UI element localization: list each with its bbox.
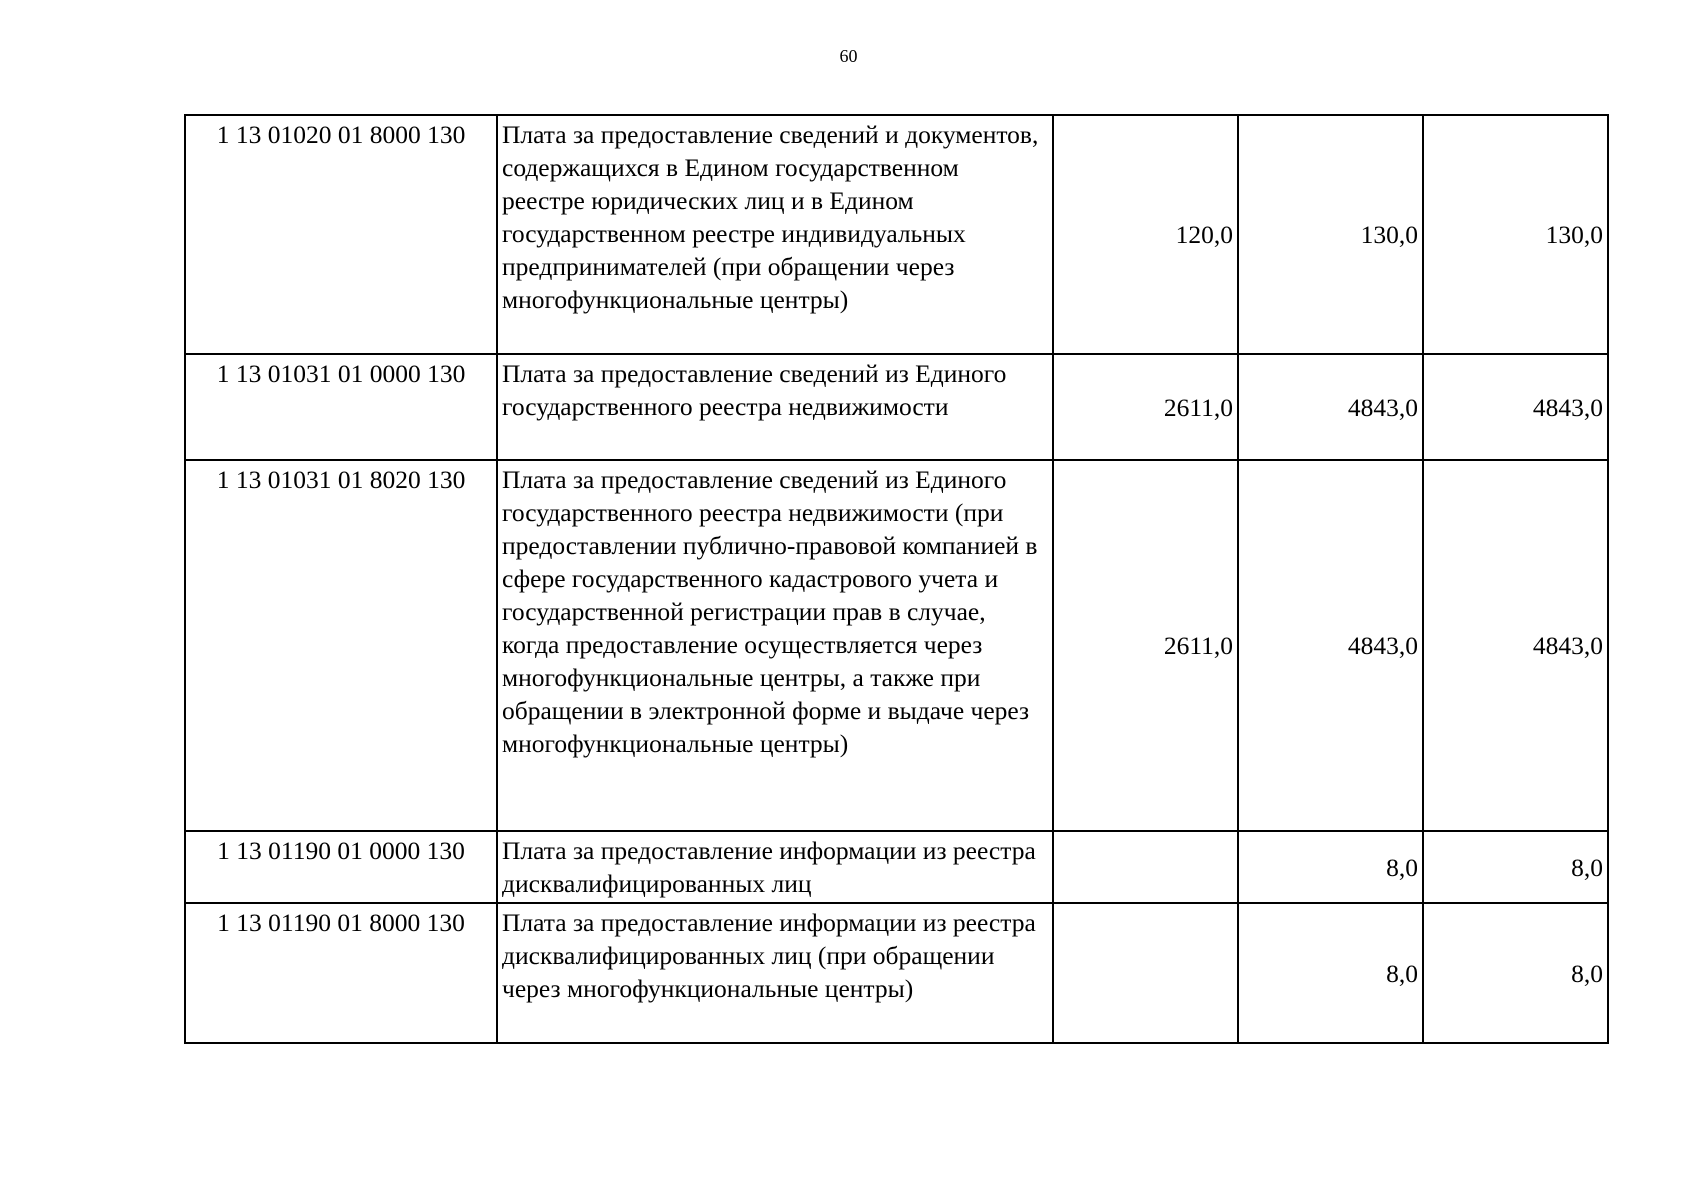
- description-cell: Плата за предоставление сведений и документов, содержащихся в Едином государственном реестре юридических лиц и в Едином государственном реестре индивидуальных предпринимателей (при обращении через многофункциональные центры): [497, 115, 1053, 354]
- value-cell-3: 130,0: [1423, 115, 1608, 354]
- budget-code-cell: 1 13 01031 01 8020 130: [185, 460, 497, 831]
- budget-code-cell: 1 13 01031 01 0000 130: [185, 354, 497, 460]
- value-cell-1: 2611,0: [1053, 460, 1238, 831]
- budget-code-cell: 1 13 01190 01 0000 130: [185, 831, 497, 903]
- revenue-table: [184, 114, 1609, 1044]
- value-cell-2: 130,0: [1238, 115, 1423, 354]
- table-row: [185, 115, 1608, 354]
- description-cell: Плата за предоставление сведений из Единого государственного реестра недвижимости: [497, 354, 1053, 460]
- value-cell-1: [1053, 903, 1238, 1043]
- description-cell: Плата за предоставление информации из реестра дисквалифицированных лиц: [497, 831, 1053, 903]
- value-cell-2: 4843,0: [1238, 460, 1423, 831]
- value-cell-3: 8,0: [1423, 831, 1608, 903]
- table-row: [185, 354, 1608, 460]
- table-row: [185, 831, 1608, 903]
- budget-code-cell: 1 13 01190 01 8000 130: [185, 903, 497, 1043]
- description-cell: Плата за предоставление сведений из Единого государственного реестра недвижимости (при предоставлении публично-правовой компанией в сфере государственного кадастрового учета и государственной регистрации прав в случае, когда предоставление осуществляется через многофункциональные центры, а также при обращении в электронной форме и выдаче через многофункциональные центры): [497, 460, 1053, 831]
- table-row: [185, 460, 1608, 831]
- table-row: [185, 903, 1608, 1043]
- value-cell-3: 4843,0: [1423, 460, 1608, 831]
- value-cell-3: 8,0: [1423, 903, 1608, 1043]
- value-cell-1: 2611,0: [1053, 354, 1238, 460]
- value-cell-1: 120,0: [1053, 115, 1238, 354]
- description-cell: Плата за предоставление информации из реестра дисквалифицированных лиц (при обращении через многофункциональные центры): [497, 903, 1053, 1043]
- budget-code-cell: 1 13 01020 01 8000 130: [185, 115, 497, 354]
- value-cell-1: [1053, 831, 1238, 903]
- value-cell-2: 8,0: [1238, 831, 1423, 903]
- value-cell-2: 4843,0: [1238, 354, 1423, 460]
- value-cell-2: 8,0: [1238, 903, 1423, 1043]
- value-cell-3: 4843,0: [1423, 354, 1608, 460]
- page-number: 60: [839, 46, 858, 66]
